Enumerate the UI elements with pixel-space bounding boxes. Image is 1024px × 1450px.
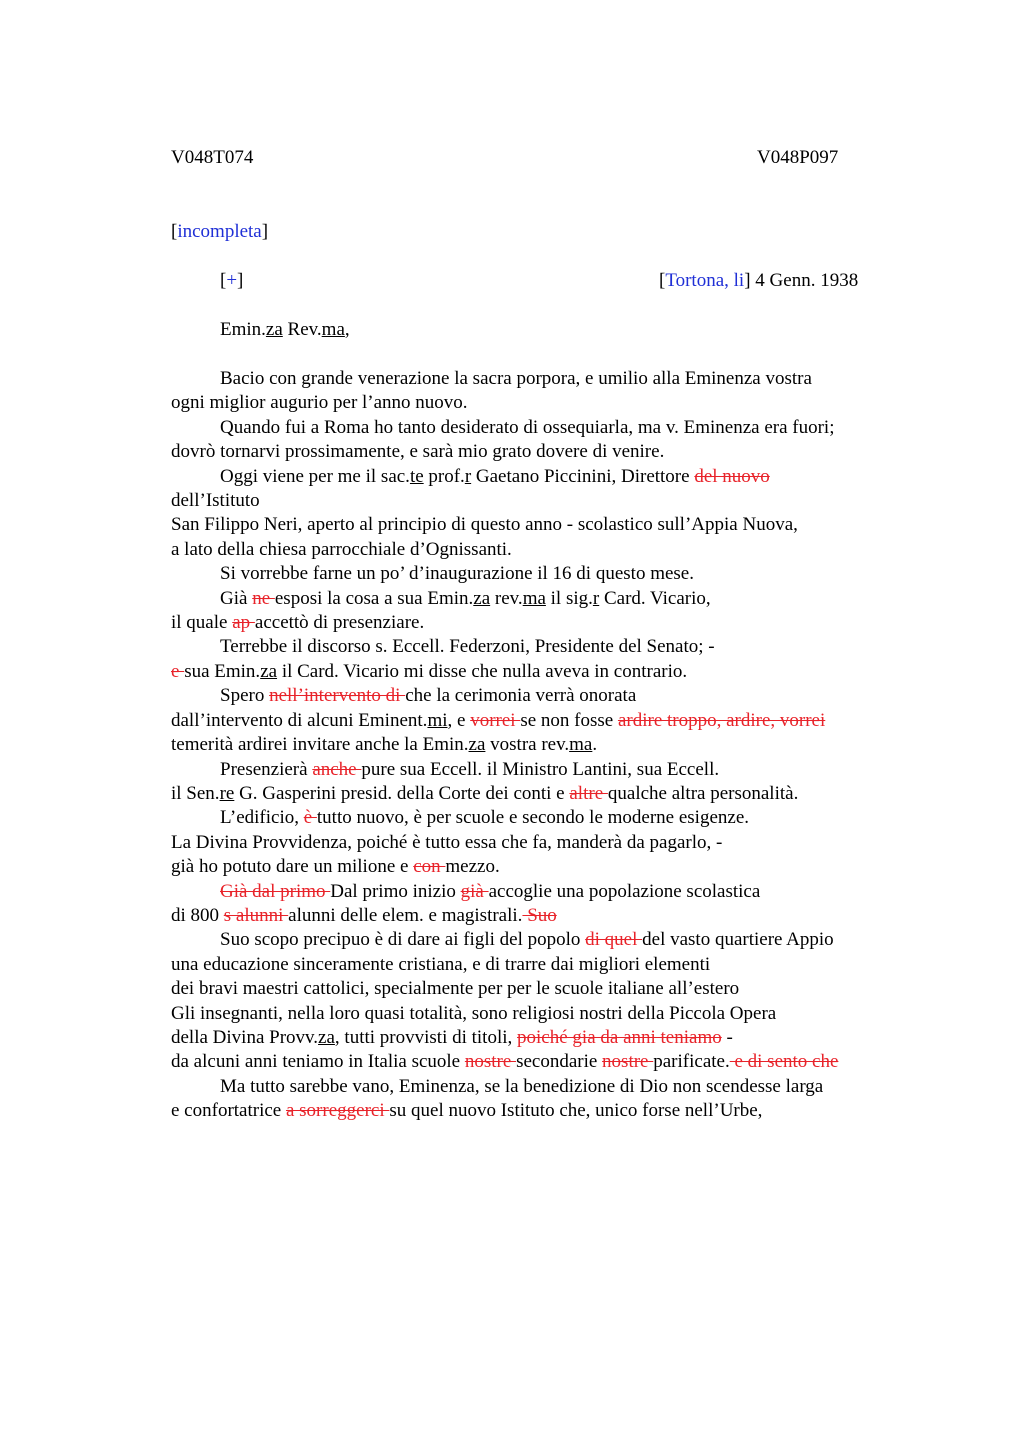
text-line	[171, 855, 911, 879]
text-segment: parificate.	[653, 1051, 730, 1073]
text-line	[171, 1050, 911, 1074]
text-segment: della Divina Provv.	[171, 1026, 319, 1048]
text-line	[171, 1026, 911, 1050]
place-date: [Tortona, li] 4 Genn. 1938	[659, 270, 859, 291]
text-line	[171, 904, 911, 928]
text-line	[171, 953, 911, 977]
text-segment: ogni miglior augurio per l’anno nuovo.	[171, 392, 468, 414]
text-segment: Dal primo inizio	[330, 880, 461, 902]
date-label: 4 Genn. 1938	[755, 270, 859, 291]
text-segment: Gli insegnanti, nella loro quasi totalità, sono religiosi nostri della Piccola Opera	[171, 1002, 777, 1024]
deleted-text: e	[171, 660, 185, 682]
text-line	[171, 758, 911, 782]
text-segment: Card. Vicario,	[599, 587, 711, 609]
text-line	[171, 465, 911, 489]
text-segment: dovrò tornarvi prossimamente, e sarà mio grato dovere di venire.	[171, 441, 665, 463]
superscript-abbrev: za	[473, 587, 491, 609]
text-segment: Bacio con grande venerazione la sacra porpora, e umilio alla Eminenza vostra	[220, 368, 812, 389]
text-line	[171, 880, 911, 904]
text-segment: prof.	[423, 465, 465, 487]
deleted-text: del nuovo	[694, 465, 770, 487]
text-segment: San Filippo Neri, aperto al principio di questo anno - scolastico sull’Appia Nuova,	[171, 514, 798, 536]
deleted-text: ardire troppo, ardire, vorrei	[617, 709, 826, 731]
text-line	[171, 416, 911, 440]
text-line	[171, 1002, 911, 1026]
text-line	[171, 367, 911, 391]
superscript-abbrev: za	[318, 1026, 335, 1048]
superscript-abbrev: te	[409, 465, 424, 487]
text-segment: del vasto quartiere Appio	[642, 929, 834, 951]
superscript-abbrev: za	[260, 660, 278, 682]
text-segment: Gaetano Piccinini, Direttore	[471, 465, 695, 487]
text-segment: da alcuni anni teniamo in Italia scuole	[171, 1051, 465, 1073]
deleted-text: nostre	[464, 1051, 517, 1073]
text-segment: a lato della chiesa parrocchiale d’Ognissanti.	[171, 538, 512, 560]
text-segment: il Card. Vicario mi disse che nulla aveva in contrario.	[277, 660, 688, 682]
text-segment: su quel nuovo Istituto che, unico forse nell’Urbe,	[389, 1100, 763, 1122]
text-segment: Quando fui a Roma ho tanto desiderato di ossequiarla, ma v. Eminenza era fuori;	[220, 416, 835, 438]
text-line	[171, 733, 911, 757]
text-line	[171, 513, 911, 537]
text-line	[171, 440, 911, 464]
text-segment: , tutti provvisti di titoli,	[334, 1026, 518, 1048]
text-segment: Presenzierà	[220, 758, 313, 780]
superscript-abbrev: re	[219, 782, 235, 804]
deleted-text: nostre	[602, 1051, 654, 1073]
header-left-code: V048T074	[171, 147, 254, 168]
text-segment: che la cerimonia verrà onorata	[405, 685, 637, 707]
text-segment: esposi la cosa a sua Emin.	[274, 587, 474, 609]
text-segment: Terrebbe il discorso s. Eccell. Federzoni, Presidente del Senato; -	[220, 636, 715, 658]
text-line	[171, 782, 911, 806]
header-right-code: V048P097	[757, 147, 839, 168]
place-label: Tortona, li	[665, 270, 745, 291]
text-segment: dei bravi maestri cattolici, specialmente per per le scuole italiane all’estero	[171, 978, 740, 1000]
text-segment: , e	[447, 709, 471, 731]
deleted-text: e di sento che	[729, 1051, 839, 1073]
text-line	[171, 1099, 911, 1123]
text-line	[171, 611, 911, 635]
text-segment: accoglie una popolazione scolastica	[488, 880, 761, 902]
text-segment: Oggi viene per me il sac.	[220, 465, 410, 487]
text-line	[171, 1075, 911, 1099]
text-segment: tutto nuovo, è per scuole e secondo le moderne esigenze.	[316, 807, 750, 829]
deleted-text: ap	[232, 612, 255, 634]
text-line	[171, 709, 911, 733]
text-segment: L’edificio,	[220, 807, 304, 829]
text-segment: qualche altra personalità.	[607, 782, 799, 804]
superscript-abbrev: za	[468, 734, 486, 756]
text-segment: mezzo.	[445, 856, 500, 878]
text-segment: temerità ardirei invitare anche la Emin.	[171, 734, 469, 756]
cross-symbol: +	[226, 270, 238, 291]
text-segment: G. Gasperini presid. della Corte dei conti e	[234, 782, 570, 804]
incompleta-note: [incompleta]	[171, 221, 269, 242]
superscript-abbrev: ma	[569, 734, 593, 756]
text-line	[171, 684, 911, 708]
text-segment: secondarie	[516, 1051, 603, 1073]
text-segment: pure sua Eccell. il Ministro Lantini, sua Eccell.	[361, 758, 720, 780]
deleted-text: vorrei	[470, 709, 521, 731]
text-segment: una educazione sinceramente cristiana, e di trarre dai migliori elementi	[171, 953, 711, 975]
deleted-text: di quel	[585, 929, 643, 951]
deleted-text: già	[460, 880, 489, 902]
text-segment: Spero	[220, 685, 270, 707]
deleted-text: anche	[312, 758, 362, 780]
salutation: Emin.za Rev.ma,	[220, 319, 350, 340]
text-segment: dall’intervento di alcuni Eminent.	[171, 709, 428, 731]
text-segment: rev.	[490, 587, 523, 609]
text-segment: il quale	[171, 612, 233, 634]
deleted-text: è	[303, 807, 317, 829]
text-line	[171, 831, 911, 855]
text-segment: Si vorrebbe farne un po’ d’inaugurazione il 16 di questo mese.	[220, 563, 694, 585]
text-line	[171, 587, 911, 611]
text-line	[171, 928, 911, 952]
text-segment: alunni delle elem. e magistrali.	[288, 904, 523, 926]
text-line	[171, 391, 911, 415]
deleted-text: poiché gia da anni teniamo	[517, 1026, 722, 1048]
deleted-text: altre	[569, 782, 608, 804]
superscript-abbrev: ma	[522, 587, 546, 609]
text-segment: già ho potuto dare un milione e	[171, 856, 414, 878]
superscript-abbrev: r	[592, 587, 600, 609]
text-line	[171, 977, 911, 1001]
deleted-text: nell’intervento di	[269, 685, 406, 707]
text-segment: il Sen.	[171, 782, 220, 804]
text-segment: il sig.	[545, 587, 593, 609]
deleted-text: con	[413, 856, 446, 878]
incompleta-label: incompleta	[177, 221, 262, 242]
deleted-text: ne	[252, 587, 275, 609]
text-segment: Già	[220, 587, 253, 609]
text-line	[171, 635, 911, 659]
text-segment: sua Emin.	[184, 660, 261, 682]
text-segment: .	[592, 734, 598, 756]
cross-mark: [+]	[220, 270, 244, 291]
deleted-text: a sorreggerci	[285, 1100, 390, 1122]
text-segment: di 800	[171, 904, 224, 926]
text-segment: Ma tutto sarebbe vano, Eminenza, se la benedizione di Dio non scendesse larga	[220, 1075, 824, 1097]
superscript-abbrev: mi	[427, 709, 448, 731]
text-line	[171, 538, 911, 562]
superscript-abbrev: r	[464, 465, 472, 487]
deleted-text: Già dal primo	[220, 880, 331, 902]
text-line	[171, 806, 911, 830]
deleted-text: Suo	[522, 904, 557, 926]
text-segment: e confortatrice	[171, 1100, 286, 1122]
text-line	[171, 660, 911, 684]
text-segment: Suo scopo precipuo è di dare ai figli del popolo	[220, 929, 586, 951]
text-segment: -	[721, 1026, 733, 1048]
text-line	[171, 562, 911, 586]
deleted-text: s alunni	[223, 904, 289, 926]
text-segment: accettò di presenziare.	[254, 612, 425, 634]
text-segment: La Divina Provvidenza, poiché è tutto essa che fa, manderà da pagarlo, -	[171, 831, 723, 853]
text-segment: se non fosse	[520, 709, 618, 731]
letter-body	[171, 367, 911, 1124]
text-segment: dell’Istituto	[171, 490, 260, 512]
text-line	[171, 489, 911, 513]
text-segment: vostra rev.	[485, 734, 570, 756]
